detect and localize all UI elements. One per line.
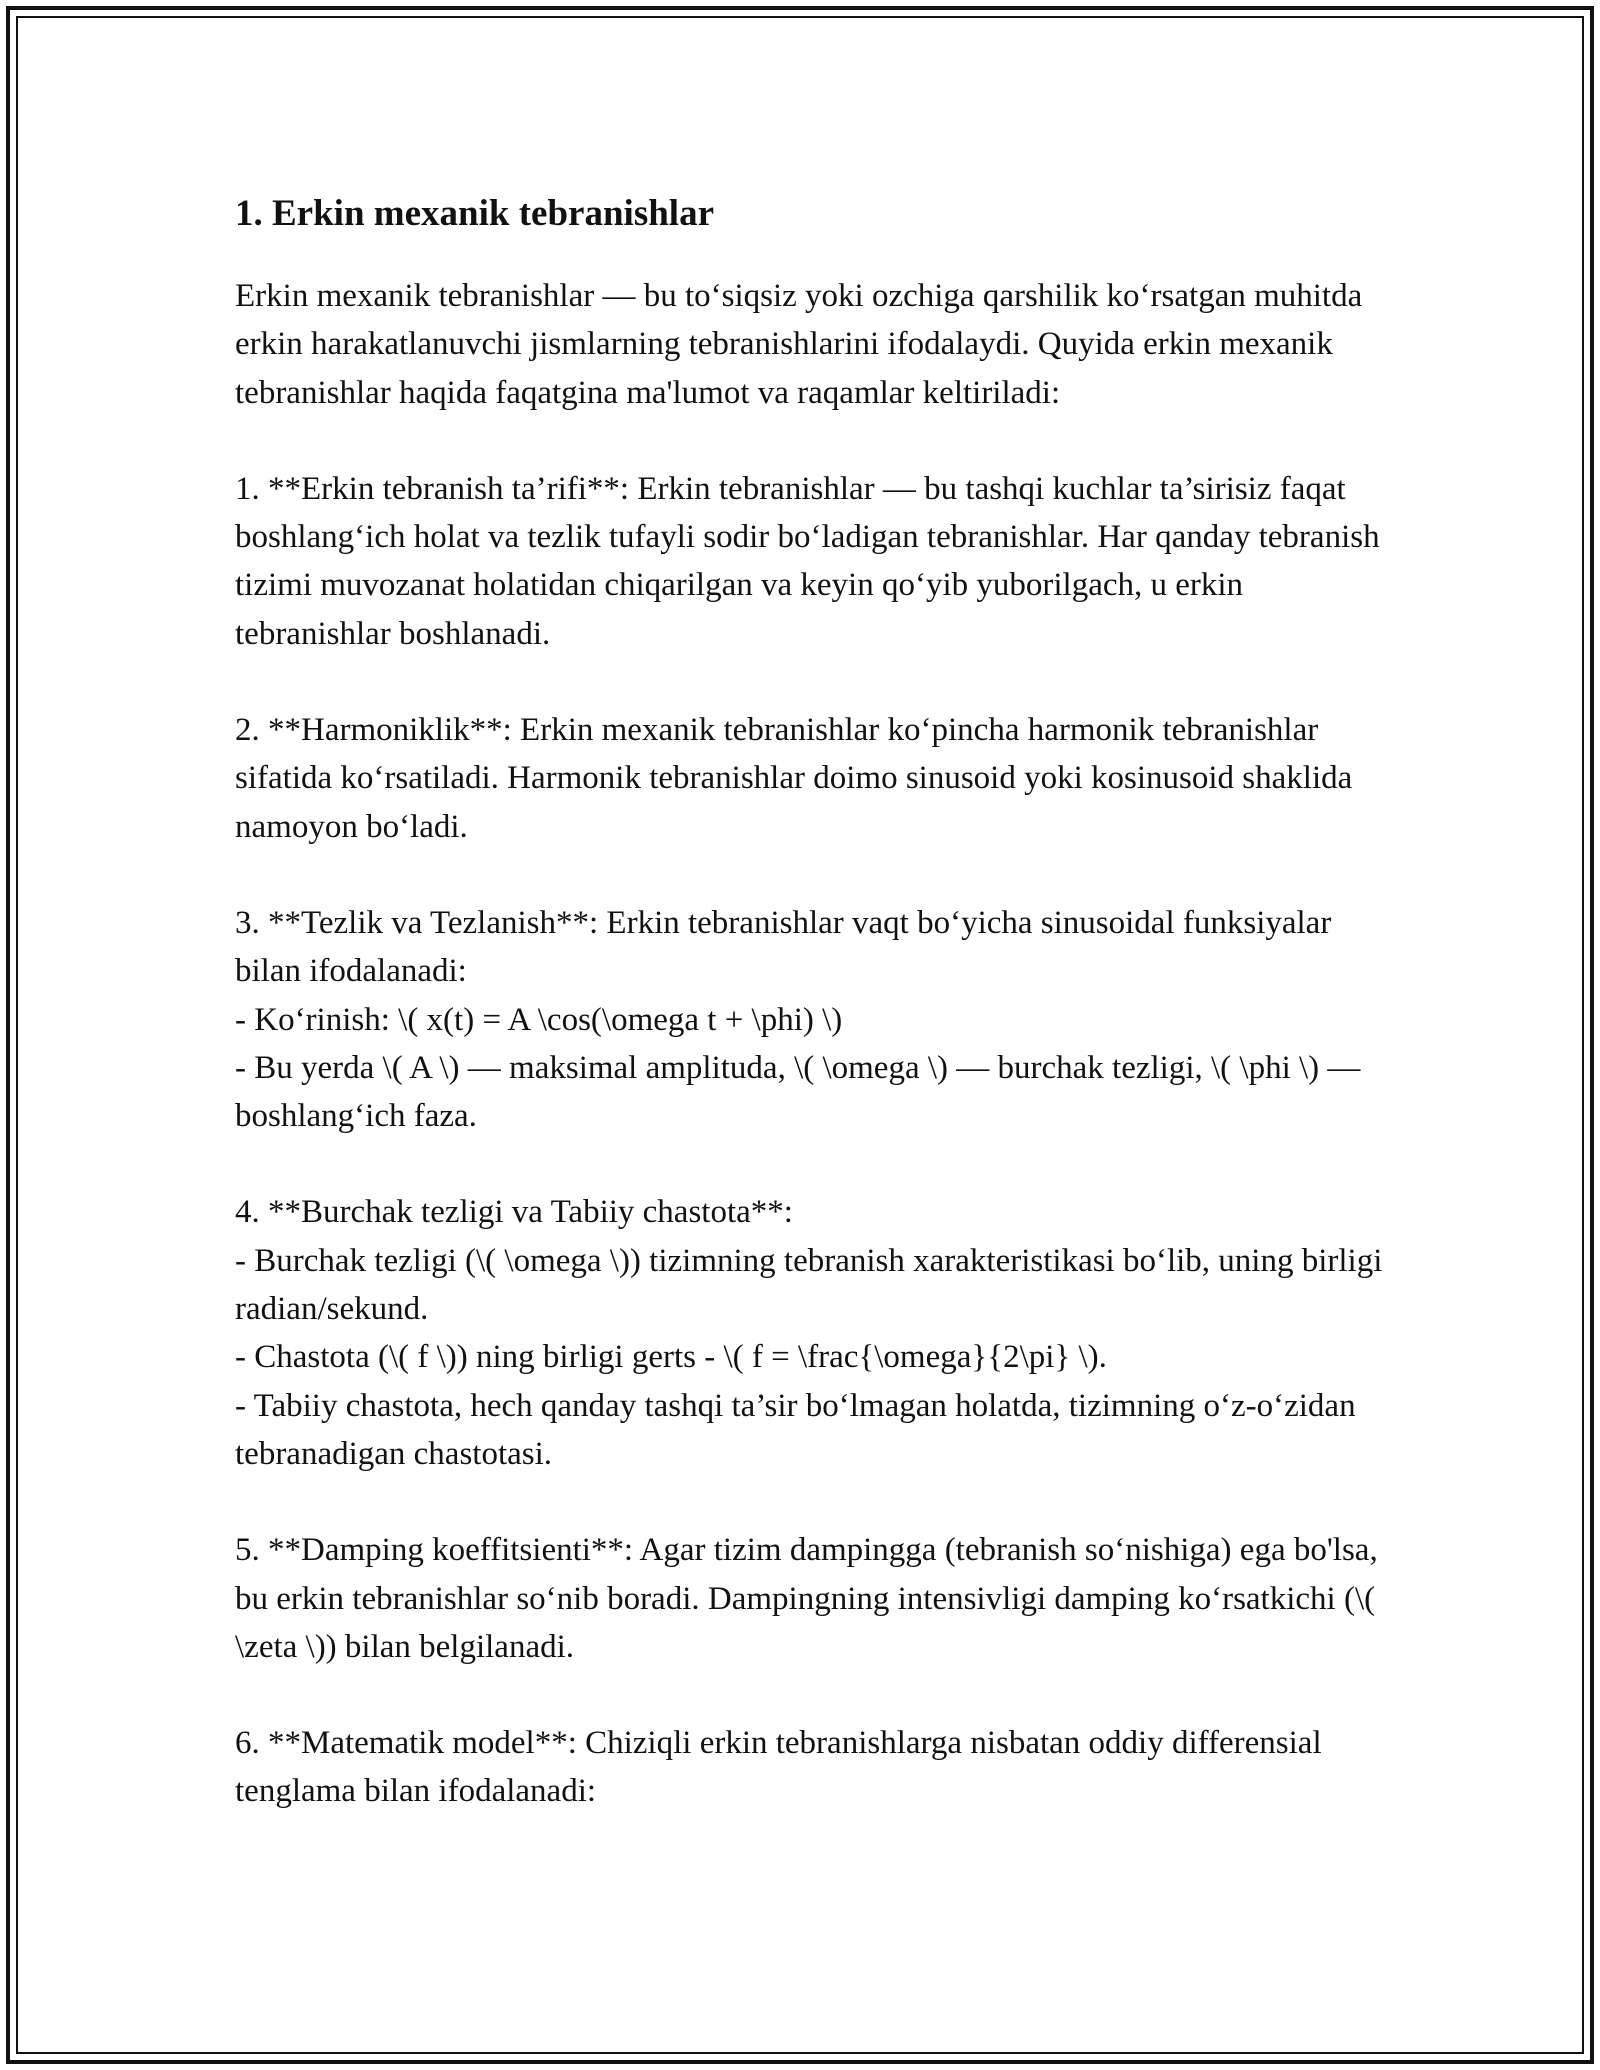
item-velocity-acceleration: 3. **Tezlik va Tezlanish**: Erkin tebranishlar vaqt bo‘yicha sinusoidal funksiyalar bilan ifodalanadi: - Ko‘rinish: \( x(t) = A \cos(\omega t + \phi) \) - Bu yerda \( A \) — maksimal amplituda, \( \omega \) — burchak tezligi, \( \phi \) — boshlang‘ich faza.: [235, 904, 1361, 1135]
intro-paragraph: Erkin mexanik tebranishlar — bu to‘siqsiz yoki ozchiga qarshilik ko‘rsatgan muhitda erkin harakatlanuvchi jismlarning tebranishlarini ifodalaydi. Quyida erkin mexanik tebranishlar haqida faqatgina ma'lumot va raqamlar keltiriladi:: [235, 278, 1363, 411]
item-free-oscillation-definition: 1. **Erkin tebranish ta’rifi**: Erkin tebranishlar — bu tashqi kuchlar ta’sirisiz faqat boshlang‘ich holat va tezlik tufayli sodir bo‘ladigan tebranishlar. Har qanday tebranish tizimi muvozanat holatidan chiqarilgan va keyin qo‘yib yuborilgach, u erkin tebranishlar boshlanadi.: [235, 470, 1380, 652]
item-angular-velocity-natural-frequency: 4. **Burchak tezligi va Tabiiy chastota**: - Burchak tezligi (\( \omega \)) tizimning tebranish xarakteristikasi bo‘lib, uning birligi radian/sekund. - Chastota (\( f \)) ning birligi gerts - \( f = \frac{\omega}{2\pi} \). - Tabiiy chastota, hech qanday tashqi ta’sir bo‘lmagan holatda, tizimning o‘z-o‘zidan tebranadigan chastotasi.: [235, 1194, 1383, 1472]
item-mathematical-model: 6. **Matematik model**: Chiziqli erkin tebranishlarga nisbatan oddiy differensial tenglama bilan ifodalanadi:: [235, 1725, 1322, 1810]
item-damping-coefficient: 5. **Damping koeffitsienti**: Agar tizim dampingga (tebranish so‘nishiga) ega bo'lsa, bu erkin tebranishlar so‘nib boradi. Dampingning intensivligi damping ko‘rsatkichi (\( \zeta \)) bilan belgilanadi.: [235, 1532, 1378, 1665]
section-title: 1. Erkin mexanik tebranishlar: [235, 193, 714, 234]
item-harmonicity: 2. **Harmoniklik**: Erkin mexanik tebranishlar ko‘pincha harmonik tebranishlar sifatida ko‘rsatiladi. Harmonik tebranishlar doimo sinusoid yoki kosinusoid shaklida namoyon bo‘ladi.: [235, 712, 1353, 845]
document-body: [235, 186, 1385, 1816]
